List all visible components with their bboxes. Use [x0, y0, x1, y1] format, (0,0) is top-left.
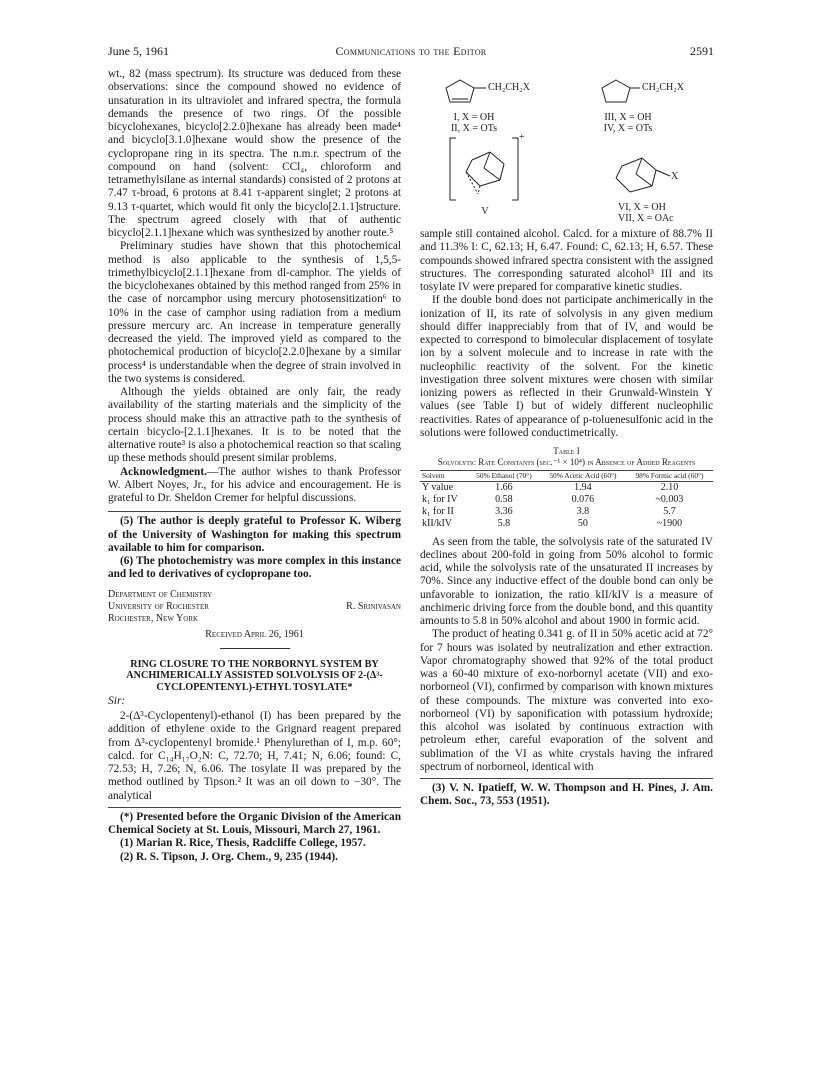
table-cell: ~0.003 — [655, 493, 684, 505]
footnote: (2) R. S. Tipson, J. Org. Chem., 9, 235 (1944). — [120, 850, 338, 863]
table-cell: 50 — [577, 517, 588, 529]
footnote-divider — [108, 511, 401, 512]
compound-label: III, X = OH — [604, 112, 652, 123]
table-header-row — [420, 470, 713, 481]
norbornyl-cation-icon — [450, 138, 518, 200]
header-section: Communications to the Editor — [335, 44, 487, 58]
author-name: R. Srinivasan — [346, 600, 401, 612]
table-header-cell: 50% Acetic Acid (60°) — [540, 470, 626, 481]
table-row — [420, 506, 713, 518]
salutation: Sir: — [108, 695, 126, 707]
table-cell: Y value — [422, 481, 454, 493]
paragraph: wt., 82 (mass spectrum). Its structure was deduced from these observations: since the compound showed no evidence of unsaturation in its ultraviolet and infrared spectra, the formula demands the presence of two rings. Of the possible bicyclohexanes, bicyclo[2.2.0]hexane has already been made⁴ and bicyclo[3.1.0]hexane would show the presence of the cyclopropane ring in its spectra. The n.m.r. spectrum of the compound on hand (solvent: CCl₄, chloroform and tetramethylsilane as internal standards) consisted of 2 protons at 7.47 τ-broad, 6 protons at 8.41 τ-apparent singlet; 2 protons at 9.13 τ-quartet, which would fit only the bicyclo[2.1.1]structure. The spectrum agreed closely with that of authentic bicyclo[2.1.1]hexane which was synthesized by another route.⁵ — [108, 68, 401, 239]
affiliation-block — [108, 589, 401, 625]
table-header-cell: Solvent — [420, 470, 468, 481]
article-title: RING CLOSURE TO THE NORBORNYL SYSTEM BY ANCHIMERICALLY ASSISTED SOLVOLYSIS OF 2-(Δ³-CYCLOPENTENYL)-ETHYL TOSYLATE* — [126, 658, 383, 693]
table-cell: 5.7 — [663, 505, 676, 517]
affiliation-university: University of Rochester — [108, 600, 209, 612]
compound-label: IV, X = OTs — [603, 123, 653, 134]
acknowledgment — [108, 466, 401, 506]
table-cell: kII/kIV — [422, 517, 452, 529]
compound-label: V — [481, 206, 489, 217]
table-row — [420, 481, 713, 494]
compound-label: II, X = OTs — [450, 123, 498, 134]
compound-label: VII, X = OAc — [618, 213, 674, 224]
page-number: 2591 — [690, 44, 714, 58]
footnote: (5) The author is deeply grateful to Professor K. Wiberg of the University of Washington for making this spectrum available to him for comparison. — [108, 515, 401, 554]
table-cell: 3.36 — [495, 505, 513, 517]
table-cell: 5.8 — [497, 517, 511, 529]
table-cell: 2.10 — [660, 481, 679, 493]
paragraph: If the double bond does not participate anchimerically in the ionization of II, its rate of solvolysis in any given medium should differ inappreciably from that of IV, and would be expected to correspond to bimolecular displacement of tosylate ion by a solvent molecule and to increase in rate with the nucleophilic reactivity of the solvent. For the kinetic investigation three solvent mixtures were chosen with similar ionizing powers as reflected in their Grunwald-Winstein Y values (see Table I) but of widely different nucleophilic reactivities. Rates of appearance of p-toluenesulfonic acid in the solutions were followed conductimetrically. — [420, 294, 713, 439]
rate-constants-table — [420, 470, 713, 530]
paragraph: As seen from the table, the solvolysis rate of the saturated IV declines about 200-fold in going from 50% alcohol to formic acid, while the solvolysis rate of the unsaturated II increases by 70%. Since any inductive effect of the double bond can only be unfavorable to ionization, the ratio kII/kIV is a measure of anchimeric driving force from the double bond, and this quantity amounts to 5.8 in 50% alcohol and about 1900 in formic acid. — [420, 535, 714, 627]
substituent-label: CH₂CH₂X — [642, 82, 684, 93]
footnote: (*) Presented before the Organic Division of the American Chemical Society at St. Louis, Missouri, March 27, 1961. — [108, 810, 401, 836]
rate-table — [420, 446, 713, 530]
charge-label: + — [519, 132, 525, 143]
footnote: (6) The photochemistry was more complex in this instance and led to derivatives of cyclopropane too. — [108, 555, 401, 581]
acknowledgment-heading: Acknowledgment. — [120, 465, 207, 478]
table-row — [420, 518, 713, 530]
compound-label: VI, X = OH — [618, 202, 666, 213]
footnote-divider — [420, 778, 713, 779]
table-cell: 1.66 — [495, 481, 513, 493]
table-title: Solvolytic Rate Constants (sec.⁻¹ × 10⁴) in Absence of Added Reagents — [437, 457, 696, 467]
substituent-label: CH₂CH₂X — [488, 82, 530, 93]
chemical-structures — [420, 68, 713, 228]
right-column — [420, 68, 713, 809]
paragraph: The product of heating 0.341 g. of II in 50% acetic acid at 72° for 7 hours was isolated by neutralization and ether extraction. Vapor chromatography showed that 92% of the total product was a 60-40 mixture of exo-norbornyl acetate (VII) and exo-norborneol (VI), confirmed by comparison with known mixtures of these compounds. The mixture was converted into exo-norborneol (VI) by saponification with potassium hydroxide; this alcohol was isolated by continuous extraction with petroleum ether, careful evaporation of the solvent and sublimation of the VI as white crystals having the infrared spectrum of norborneol, identical with — [420, 628, 713, 773]
table-caption: Table I — [553, 446, 580, 456]
table-cell: k₁ for IV — [422, 493, 458, 505]
section-rule — [220, 648, 290, 649]
affiliation-city: Rochester, New York — [108, 612, 199, 624]
compound-label: I, X = OH — [453, 112, 495, 123]
acknowledgment-text: —The author wishes to thank Professor W. Albert Noyes, Jr., for his advice and encouragement. He is grateful to Dr. Sheldon Cremer for helpful discussions. — [108, 465, 401, 504]
footnote: (3) V. N. Ipatieff, W. W. Thompson and H. Pines, J. Am. Chem. Soc., 73, 553 (1951). — [420, 782, 713, 808]
cyclopentane-ring-icon — [602, 80, 640, 102]
paragraph: Preliminary studies have shown that this photochemical method is also applicable to the synthesis of 1,5,5-trimethylbicyclo[2.1.1]hexane from dl-camphor. The yields of the bicyclohexanes obtained by this method ranged from 25% in the case of norcamphor using mercury photosensitization⁶ to 10% in the case of camphor using radiation from a medium pressure mercury arc. An increase in temperature generally decreased the yield. The improved yield as compared to the photochemical production of bicyclo[2.2.0]hexane by a similar process⁴ is understandable when the degree of strain involved in the two systems is considered. — [108, 240, 401, 385]
table-header-cell: 98% Formic acid (60°) — [626, 470, 713, 481]
paragraph: 2-(Δ³-Cyclopentenyl)-ethanol (I) has been prepared by the addition of ethylene oxide to the Grignard reagent prepared from Δ³-cyclopentenyl bromide.¹ Phenylurethan of I, m.p. 60°; calcd. for C₁₄H₁₇O₂N: C, 72.70; H, 7.41; N, 6.06; found: C, 72.53; H, 7.26; N, 6.06. The tosylate II was prepared by the method outlined by Tipson.² It was an oil down to −30°. The analytical — [108, 710, 401, 802]
norbornane-icon — [616, 158, 670, 192]
table-cell: ~1900 — [656, 517, 683, 529]
table-cell: k₁ for II — [422, 505, 454, 517]
table-row — [420, 494, 713, 506]
cyclopentene-ring-icon — [446, 80, 486, 102]
table-cell: 3.8 — [576, 505, 590, 517]
table-header-cell: 50% Ethanol (70°) — [468, 470, 540, 481]
table-cell: 0.58 — [495, 493, 513, 505]
footnote: (1) Marian R. Rice, Thesis, Radcliffe College, 1957. — [120, 837, 366, 850]
paragraph: Although the yields obtained are only fair, the ready availability of the starting materials and the simplicity of the process should make this an attractive path to the synthesis of certain bicyclo-[2.1.1]hexanes. It is to be noted that the alternative route³ is also a photochemical reaction so that scaling up these methods should present similar problems. — [108, 386, 401, 465]
affiliation-department: Department of Chemistry — [108, 588, 213, 600]
running-header — [108, 44, 714, 60]
header-date: June 5, 1961 — [108, 44, 169, 58]
table-cell: 0.076 — [571, 493, 595, 505]
footnote-divider — [108, 807, 401, 808]
left-column — [108, 68, 401, 864]
paragraph: sample still contained alcohol. Calcd. for a mixture of 88.7% II and 11.3% I: C, 62.13; H, 6.47. Found: C, 62.13; H, 6.57. These compounds showed infrared spectra consistent with the assigned structures. The corresponding saturated alcohol³ III and its tosylate IV were prepared for comparative kinetic studies. — [420, 228, 713, 293]
table-cell: 1.94 — [574, 481, 592, 493]
substituent-label: X — [671, 171, 679, 182]
received-date: Received April 26, 1961 — [205, 628, 304, 640]
